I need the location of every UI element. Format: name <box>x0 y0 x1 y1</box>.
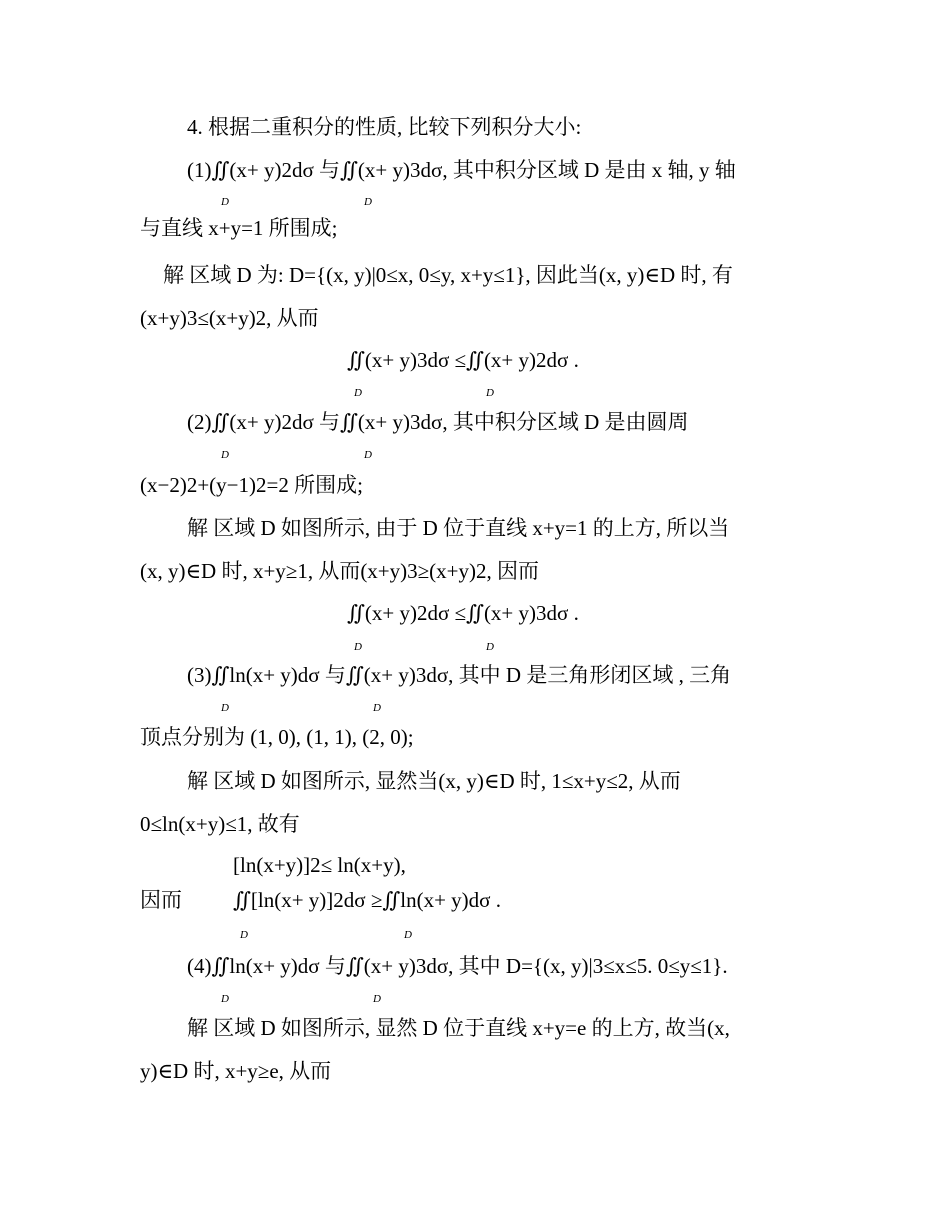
q2-integral-b: ∬(x+ y)3dσ <box>340 410 443 434</box>
q1-connector: 与 <box>319 158 341 182</box>
s1-line1: 解 区域 D 为: D={(x, y)|0≤x, 0≤y, x+y≤1}, 因此当(x, y)∈D 时, 有 <box>163 263 733 287</box>
s2-sub-b: D <box>486 641 494 653</box>
q1-integral-b: ∬(x+ y)3dσ <box>340 158 443 182</box>
q4-tail: , 其中 D={(x, y)|3≤x≤5. 0≤y≤1}. <box>448 954 728 978</box>
q1-sub-b: D <box>364 196 372 208</box>
q1-lead: (1) <box>187 158 212 182</box>
q4-integral-a: ∬ln(x+ y)dσ <box>211 954 320 978</box>
q2-line2: (x−2)2+(y−1)2=2 所围成; <box>140 473 363 497</box>
q4-sub-b: D <box>373 993 381 1005</box>
s3-sub-b: D <box>404 929 412 941</box>
q1-tail: , 其中积分区域 D 是由 x 轴, y 轴 <box>442 158 736 182</box>
q2-connector: 与 <box>319 410 341 434</box>
q1-line2: 与直线 x+y=1 所围成; <box>140 216 338 240</box>
s2-equation: ∬(x+ y)2dσ ≤∬(x+ y)3dσ . <box>347 601 579 625</box>
s3-label: 因而 <box>140 888 182 912</box>
s1-line2: (x+y)3≤(x+y)2, 从而 <box>140 306 319 330</box>
s1-sub-b: D <box>486 387 494 399</box>
s1-equation: ∬(x+ y)3dσ ≤∬(x+ y)2dσ . <box>347 348 579 372</box>
q3-integral-a: ∬ln(x+ y)dσ <box>211 663 320 687</box>
problem-intro: 4. 根据二重积分的性质, 比较下列积分大小: <box>187 115 582 139</box>
q4-integral-b: ∬(x+ y)3dσ <box>345 954 449 978</box>
q4-connector: 与 <box>324 954 346 978</box>
s2-sub-a: D <box>354 641 362 653</box>
q3-tail: , 其中 D 是三角形闭区域 , 三角 <box>448 663 732 687</box>
q3-sub-a: D <box>221 702 229 714</box>
q3-connector: 与 <box>324 663 346 687</box>
q3-integral-b: ∬(x+ y)3dσ <box>345 663 449 687</box>
s3-equation: ∬[ln(x+ y)]2dσ ≥∬ln(x+ y)dσ . <box>233 888 501 912</box>
s4-line1: 解 区域 D 如图所示, 显然 D 位于直线 x+y=e 的上方, 故当(x, <box>187 1016 730 1040</box>
q4-lead: (4) <box>187 954 212 978</box>
s3-sub-a: D <box>240 929 248 941</box>
q3-sub-b: D <box>373 702 381 714</box>
q2-lead: (2) <box>187 410 212 434</box>
q2-line1 <box>187 412 689 433</box>
q2-sub-a: D <box>221 449 229 461</box>
q3-line1 <box>187 665 731 686</box>
s2-line1: 解 区域 D 如图所示, 由于 D 位于直线 x+y=1 的上方, 所以当 <box>187 516 730 540</box>
q3-lead: (3) <box>187 663 212 687</box>
q1-sub-a: D <box>221 196 229 208</box>
q1-integral-a: ∬(x+ y)2dσ <box>211 158 314 182</box>
s3-line1: 解 区域 D 如图所示, 显然当(x, y)∈D 时, 1≤x+y≤2, 从而 <box>187 769 681 793</box>
s4-line2: y)∈D 时, x+y≥e, 从而 <box>140 1059 332 1083</box>
q2-integral-a: ∬(x+ y)2dσ <box>211 410 314 434</box>
q2-tail: , 其中积分区域 D 是由圆周 <box>442 410 689 434</box>
q1-line1 <box>187 160 736 181</box>
s3-line3: [ln(x+y)]2≤ ln(x+y), <box>233 853 406 877</box>
q3-line2: 顶点分别为 (1, 0), (1, 1), (2, 0); <box>140 725 414 749</box>
s1-sub-a: D <box>354 387 362 399</box>
q4-sub-a: D <box>221 993 229 1005</box>
q4-line1 <box>187 956 728 977</box>
s3-line2: 0≤ln(x+y)≤1, 故有 <box>140 812 300 836</box>
q2-sub-b: D <box>364 449 372 461</box>
s2-line2: (x, y)∈D 时, x+y≥1, 从而(x+y)3≥(x+y)2, 因而 <box>140 559 539 583</box>
